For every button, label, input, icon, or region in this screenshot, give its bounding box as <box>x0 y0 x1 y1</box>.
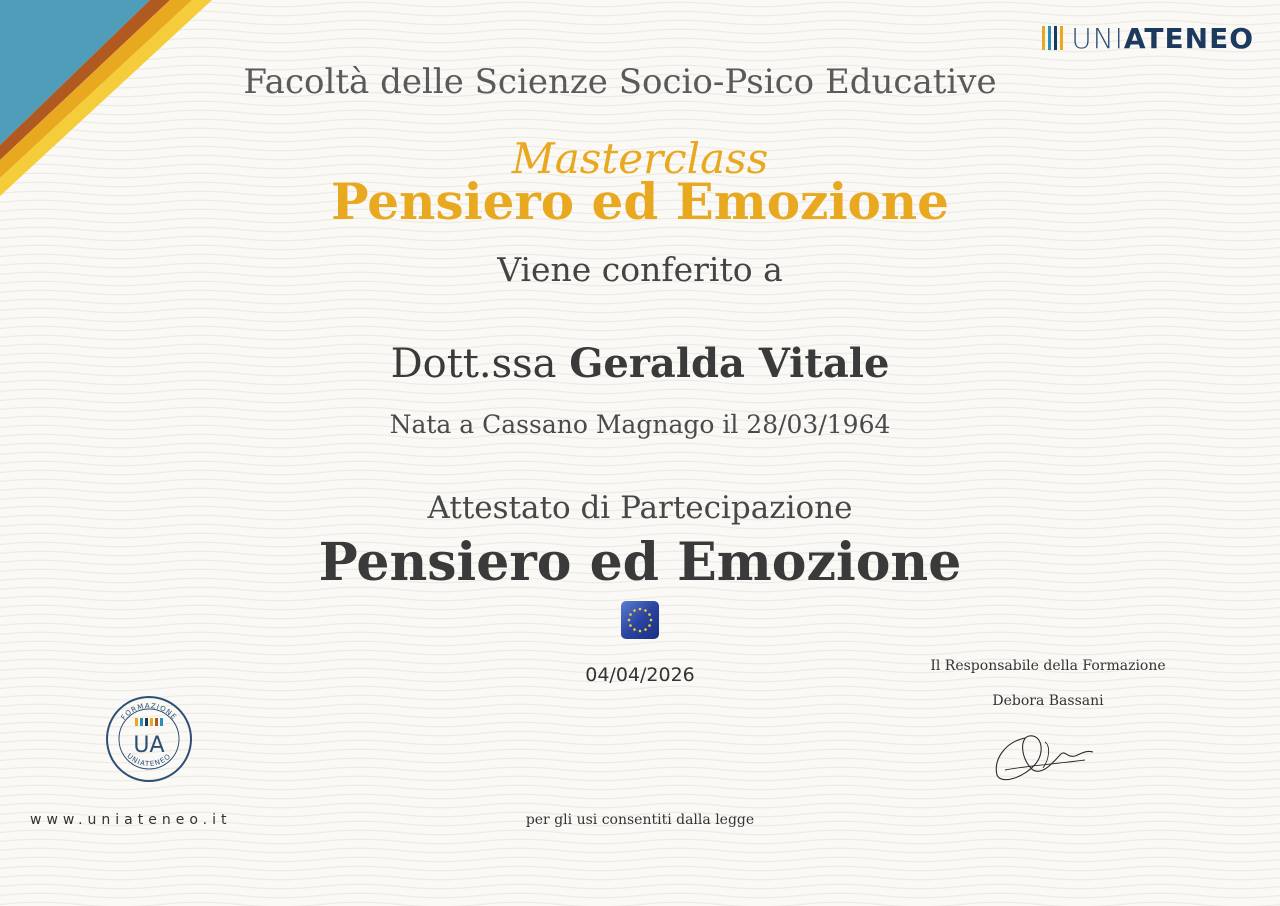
website-link[interactable]: www.uniateneo.it <box>30 812 232 828</box>
logo-wordmark: UNIATENEO <box>1071 21 1254 55</box>
faculty-heading: Facoltà delle Scienze Socio-Psico Educative <box>243 62 997 102</box>
recipient <box>0 340 1280 387</box>
birth-info: Nata a Cassano Magnago il 28/03/1964 <box>389 410 891 439</box>
certificate-date: 04/04/2026 <box>585 664 695 686</box>
recipient-prefix: Dott.ssa <box>390 341 557 387</box>
seal-stamp-icon <box>104 694 194 784</box>
logo-bars-icon <box>1042 26 1063 50</box>
conferred-to-text: Viene conferito a <box>497 250 783 289</box>
svg-text:UNIATENEO: UNIATENEO <box>125 752 173 769</box>
signature-image <box>985 720 1105 790</box>
svg-text:UA: UA <box>133 733 165 758</box>
svg-text:FORMAZIONE: FORMAZIONE <box>119 701 179 722</box>
uniateneo-logo <box>1042 22 1254 54</box>
masterclass-title: Pensiero ed Emozione <box>331 172 949 231</box>
responsible-label: Il Responsabile della Formazione <box>930 658 1166 674</box>
recipient-name: Geralda Vitale <box>569 340 890 387</box>
responsible-name: Debora Bassani <box>992 693 1104 709</box>
course-title: Pensiero ed Emozione <box>318 532 962 593</box>
attestation-label: Attestato di Partecipazione <box>427 490 853 526</box>
legal-note: per gli usi consentiti dalla legge <box>525 812 755 828</box>
eu-flag-icon <box>620 600 660 640</box>
masterclass-label: Masterclass <box>511 134 769 183</box>
